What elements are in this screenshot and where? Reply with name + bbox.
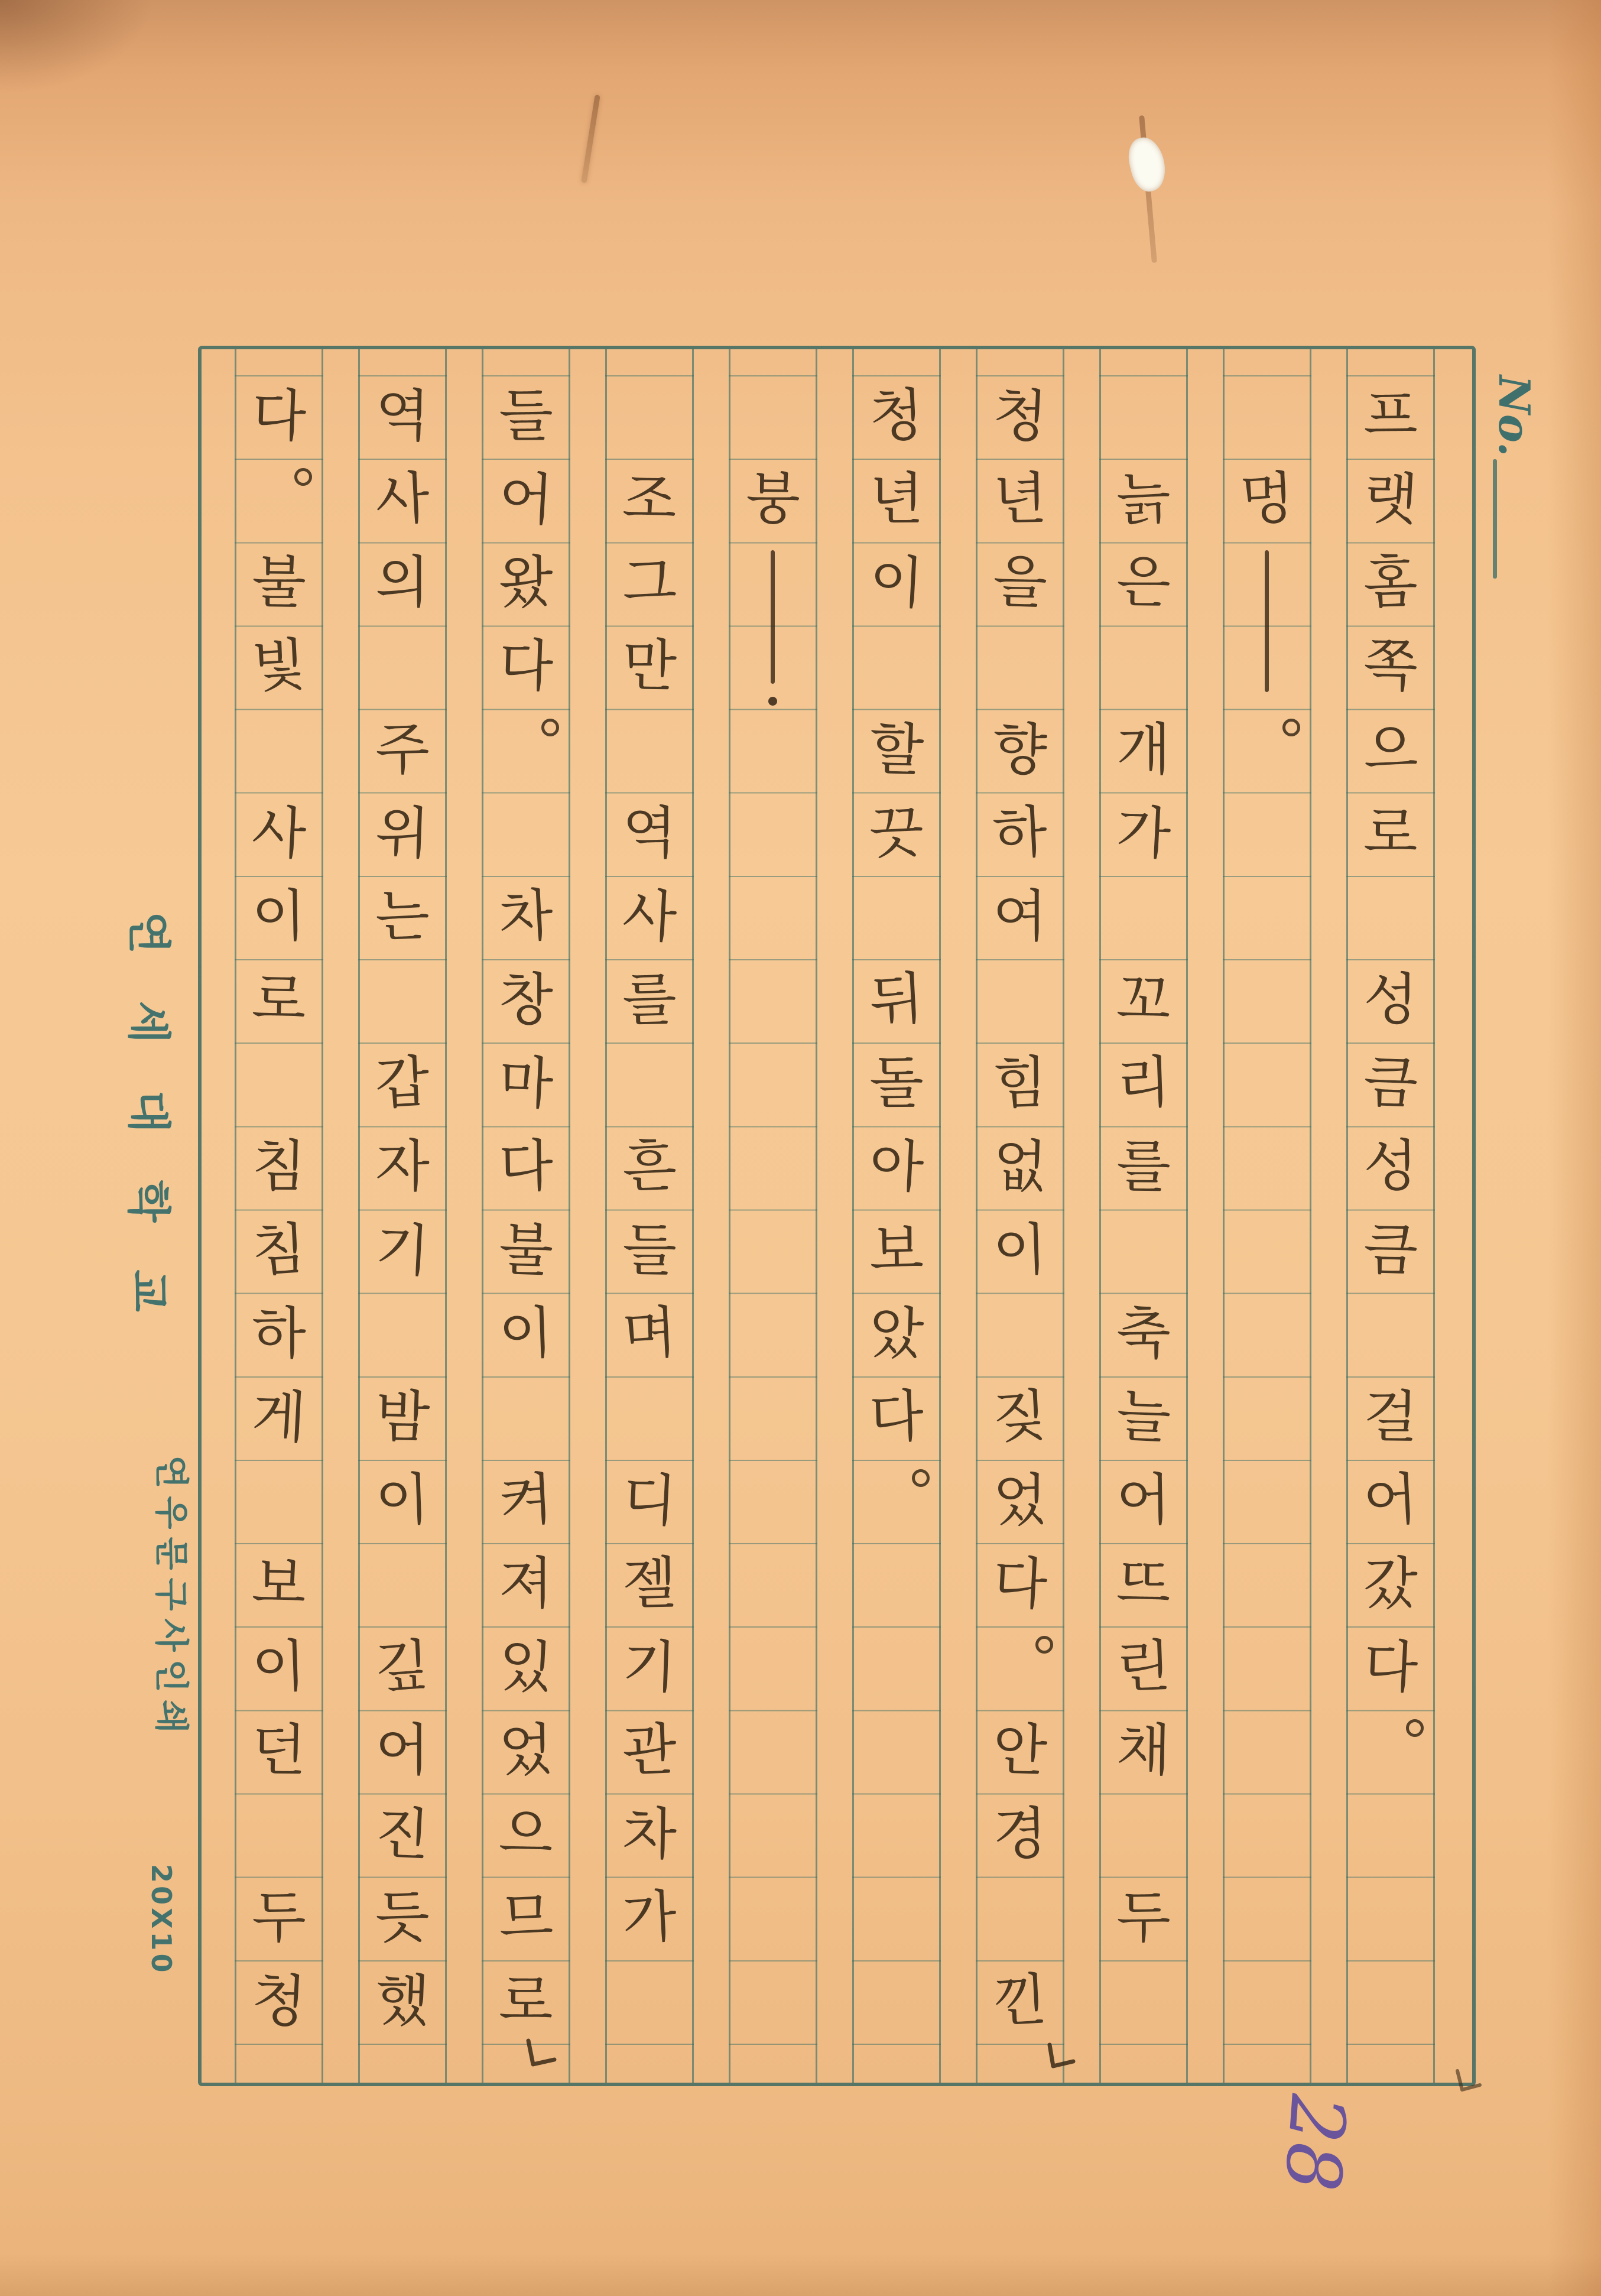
handwritten-char: 사 xyxy=(621,882,678,951)
handwritten-char: 짖 xyxy=(991,1383,1049,1451)
handwritten-exclamation-dot xyxy=(768,697,777,706)
handwritten-char: 경 xyxy=(992,1800,1048,1868)
handwritten-char: 년 xyxy=(869,467,924,532)
handwritten-char: 만 xyxy=(622,633,677,700)
handwritten-char: 자 xyxy=(375,1134,430,1200)
handwritten-char: 붕 xyxy=(745,466,801,532)
handwritten-char: 어 xyxy=(1362,1466,1420,1535)
manuscript-column-6 xyxy=(729,349,817,2083)
handwritten-char: 큼 xyxy=(1362,1049,1420,1118)
handwritten-char: 홈 xyxy=(1363,550,1418,616)
handwritten-char: 을 xyxy=(992,549,1048,616)
handwritten-char: 다 xyxy=(251,382,307,450)
handwritten-char: 았 xyxy=(868,1300,925,1368)
handwritten-char: 져 xyxy=(499,1551,553,1617)
handwritten-char: 사 xyxy=(374,465,431,534)
handwritten-char: 디 xyxy=(621,1466,678,1535)
handwritten-char: 었 xyxy=(993,1467,1047,1533)
handwritten-char: 큼 xyxy=(1362,1216,1419,1284)
handwritten-char: 이 xyxy=(374,1467,431,1534)
handwritten-char: 진 xyxy=(374,1800,431,1868)
handwritten-char: 기 xyxy=(374,1216,431,1284)
handwritten-char: 걸 xyxy=(1363,1384,1418,1450)
handwritten-char: 흔 xyxy=(621,1133,678,1200)
handwritten-char: 보 xyxy=(251,1550,307,1618)
handwritten-char: 는 xyxy=(374,883,431,950)
handwritten-char: 프 xyxy=(1363,384,1418,449)
handwritten-page-number: 28 xyxy=(1267,2092,1362,2194)
handwritten-char: 청 xyxy=(991,382,1049,450)
handwritten-char: 었 xyxy=(498,1717,554,1784)
handwritten-char: 돌 xyxy=(869,1051,924,1116)
handwritten-period xyxy=(978,1626,1063,1710)
handwritten-char: 역 xyxy=(375,383,430,449)
handwritten-char: 침 xyxy=(251,1134,307,1200)
handwritten-char: 마 xyxy=(497,1049,555,1118)
handwritten-char: 역 xyxy=(622,800,677,866)
handwritten-char: 가 xyxy=(621,1883,678,1952)
school-name-print: 연세대학교 xyxy=(123,911,174,1359)
handwritten-char: 깊 xyxy=(374,1633,431,1701)
handwritten-char: 창 xyxy=(499,967,553,1033)
handwritten-char: 다 xyxy=(1362,1633,1420,1701)
handwritten-char: 했 xyxy=(374,1967,431,2035)
handwritten-char: 기 xyxy=(621,1633,678,1701)
handwritten-char: 다 xyxy=(498,632,554,700)
handwritten-char: 늙 xyxy=(1115,466,1172,533)
handwritten-char: 관 xyxy=(621,1717,678,1784)
handwritten-char: 으 xyxy=(1362,716,1419,784)
handwritten-char: 다 xyxy=(991,1550,1049,1618)
handwritten-char: 성 xyxy=(1363,1134,1418,1200)
handwritten-char: 하 xyxy=(991,799,1049,868)
handwritten-char: 할 xyxy=(868,716,925,784)
handwritten-char: 어 xyxy=(497,465,555,534)
handwritten-long-dash xyxy=(1265,550,1269,692)
handwritten-char: 로 xyxy=(1363,800,1418,866)
handwritten-char: 이 xyxy=(251,884,307,950)
handwritten-char: 보 xyxy=(869,1217,924,1284)
page-no-label: No. xyxy=(1489,375,1540,457)
handwritten-char: 로 xyxy=(498,1968,554,2034)
manuscript-column-9 xyxy=(358,349,447,2083)
manuscript-column-10 xyxy=(235,349,323,2083)
pen-tick-mark xyxy=(520,2036,561,2071)
handwritten-char: 린 xyxy=(1115,1633,1172,1701)
handwritten-char: 들 xyxy=(499,384,553,449)
handwritten-char: 갔 xyxy=(1363,1551,1418,1617)
handwritten-char: 낀 xyxy=(991,1967,1049,2035)
handwritten-char: 꼬 xyxy=(1115,966,1172,1034)
handwritten-period xyxy=(1225,709,1310,793)
handwritten-char: 뒤 xyxy=(868,966,925,1034)
handwritten-char: 하 xyxy=(252,1301,306,1366)
handwritten-char: 아 xyxy=(868,1133,925,1201)
pen-tick-mark xyxy=(1448,2064,1489,2099)
handwritten-char: 들 xyxy=(622,1217,677,1284)
handwritten-char: 여 xyxy=(993,884,1047,949)
paper-corner-shadow xyxy=(0,0,154,95)
handwritten-period xyxy=(236,459,322,542)
handwritten-char: 빛 xyxy=(250,632,308,700)
handwritten-char: 안 xyxy=(992,1717,1048,1784)
handwritten-char: 가 xyxy=(1115,799,1173,868)
paper-tear-hole xyxy=(1124,134,1171,194)
handwritten-char: 없 xyxy=(992,1133,1048,1200)
handwritten-long-dash xyxy=(771,550,775,684)
handwritten-char: 조 xyxy=(621,466,678,533)
handwritten-char: 이 xyxy=(992,1216,1048,1284)
handwritten-char: 채 xyxy=(1116,1717,1171,1784)
handwritten-char: 향 xyxy=(992,716,1048,783)
handwritten-char: 쪽 xyxy=(1362,632,1419,700)
paper-tear-left xyxy=(581,95,600,183)
handwritten-char: 로 xyxy=(251,966,307,1034)
handwritten-char: 위 xyxy=(374,800,431,867)
handwritten-char: 차 xyxy=(497,882,555,951)
handwritten-char: 힘 xyxy=(992,1050,1048,1116)
handwritten-char: 으 xyxy=(498,1800,554,1868)
handwritten-char: 이 xyxy=(868,548,925,617)
manuscript-column-2 xyxy=(1223,349,1311,2083)
manuscript-grid xyxy=(198,346,1476,2086)
handwritten-char: 리 xyxy=(1115,1050,1172,1117)
handwritten-period xyxy=(854,1460,939,1543)
handwritten-char: 주 xyxy=(375,716,430,783)
handwritten-char: 이 xyxy=(251,1633,307,1701)
handwritten-period xyxy=(1348,1710,1433,1793)
handwritten-char: 를 xyxy=(1116,1134,1171,1200)
handwritten-char: 젤 xyxy=(622,1551,677,1617)
handwritten-char: 불 xyxy=(251,550,307,616)
handwritten-char: 며 xyxy=(621,1300,678,1368)
paper-bottom-shadow xyxy=(0,2255,1601,2296)
handwritten-char: 밤 xyxy=(374,1384,431,1451)
handwritten-char: 켜 xyxy=(497,1466,555,1535)
manuscript-column-5 xyxy=(852,349,941,2083)
handwritten-char: 청 xyxy=(868,382,925,450)
handwritten-char: 게 xyxy=(250,1383,308,1451)
handwritten-period xyxy=(483,709,569,793)
page-no-blank-line xyxy=(1493,459,1497,579)
handwritten-char: 두 xyxy=(1116,1885,1171,1950)
handwritten-char: 의 xyxy=(375,550,430,616)
handwritten-char: 갑 xyxy=(374,1049,431,1118)
printer-name-print: 연우문구사인쇄 xyxy=(151,1455,191,1741)
handwritten-char: 어 xyxy=(375,1718,430,1784)
handwritten-char: 침 xyxy=(250,1216,308,1284)
handwritten-char: 그 xyxy=(621,549,678,616)
handwritten-char: 년 xyxy=(992,466,1048,532)
handwritten-char: 축 xyxy=(1116,1301,1171,1366)
manuscript-column-8 xyxy=(482,349,570,2083)
handwritten-char: 멍 xyxy=(1238,465,1296,534)
manuscript-column-1 xyxy=(1346,349,1435,2083)
handwritten-char: 랫 xyxy=(1362,465,1420,534)
handwritten-char: 왔 xyxy=(498,550,554,616)
handwritten-char: 던 xyxy=(251,1717,307,1784)
handwritten-char: 사 xyxy=(250,799,308,868)
handwritten-char: 뜨 xyxy=(1115,1550,1172,1618)
pen-tick-mark xyxy=(1040,2039,1082,2074)
handwritten-char: 청 xyxy=(250,1967,308,2035)
handwritten-char: 끗 xyxy=(868,800,925,867)
handwritten-char: 듯 xyxy=(375,1884,430,1951)
handwritten-char: 이 xyxy=(498,1300,554,1368)
handwritten-char: 늘 xyxy=(1115,1383,1173,1451)
manuscript-column-7 xyxy=(605,349,694,2083)
handwritten-char: 불 xyxy=(498,1216,554,1284)
handwritten-char: 두 xyxy=(252,1885,306,1950)
manuscript-column-3 xyxy=(1099,349,1188,2083)
handwritten-char: 은 xyxy=(1116,550,1171,616)
handwritten-char: 개 xyxy=(1116,717,1171,782)
handwritten-char: 어 xyxy=(1116,1467,1171,1534)
manuscript-column-4 xyxy=(976,349,1064,2083)
paper-edge-shading xyxy=(1548,0,1601,2296)
handwritten-char: 있 xyxy=(497,1633,555,1701)
handwritten-char: 므 xyxy=(498,1884,554,1951)
handwritten-char: 차 xyxy=(622,1801,677,1868)
format-label-print: 20X10 xyxy=(145,1864,177,1976)
handwritten-char: 를 xyxy=(622,967,677,1033)
handwritten-char: 다 xyxy=(498,1134,554,1200)
handwritten-char: 성 xyxy=(1363,967,1418,1033)
handwritten-char: 다 xyxy=(868,1384,925,1451)
